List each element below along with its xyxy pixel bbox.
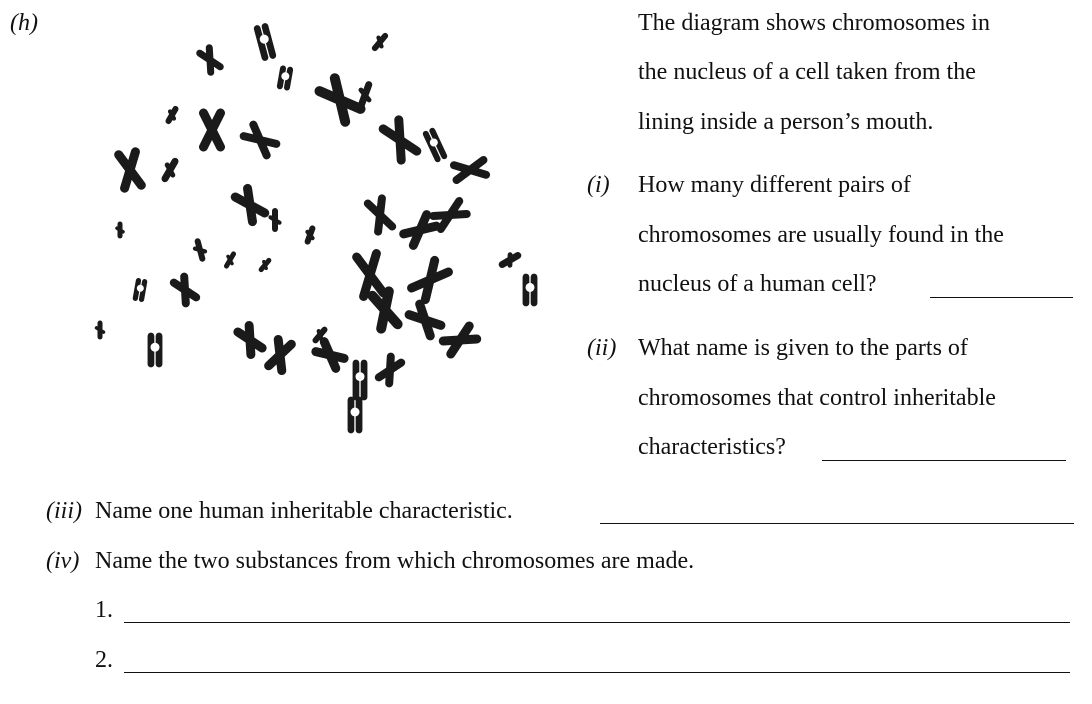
chromosome-mark	[223, 252, 236, 268]
chromosome-mark	[383, 120, 417, 160]
intro-line-3: lining inside a person’s mouth.	[638, 109, 934, 135]
chromosome-mark	[379, 357, 401, 384]
chromosome-mark	[119, 152, 142, 188]
part-label: (h)	[10, 10, 38, 36]
chromosome-mark	[443, 326, 476, 354]
subq-i-label: (i)	[587, 172, 610, 198]
chromosome-mark	[319, 78, 360, 121]
chromosome-mark	[165, 107, 178, 123]
chromosome-mark	[425, 131, 444, 160]
answer-line-iv-1[interactable]	[124, 622, 1070, 623]
answer-line-iii[interactable]	[600, 523, 1074, 524]
chromosome-mark	[409, 304, 441, 336]
subq-iii-label: (iii)	[46, 498, 82, 524]
chromosome-mark	[117, 224, 123, 236]
chromosome-mark	[235, 188, 264, 221]
chromosome-mark	[356, 363, 365, 397]
chromosome-mark	[97, 323, 104, 337]
chromosome-mark	[200, 48, 221, 73]
answer-label-2: 2.	[95, 647, 113, 673]
chromosome-mark	[204, 113, 221, 147]
chromosome-mark	[151, 336, 160, 364]
chromosome-mark	[351, 400, 360, 430]
subq-ii-line-2: chromosomes that control inheritable	[638, 385, 996, 411]
chromosome-mark	[372, 33, 388, 50]
chromosome-mark	[161, 159, 180, 181]
chromosome-mark	[174, 277, 196, 304]
chromosome-mark	[269, 339, 292, 370]
chromosome-mark	[500, 252, 520, 269]
chromosome-spread-image	[90, 20, 550, 440]
subq-ii-label: (ii)	[587, 335, 617, 361]
chromosome-mark	[368, 198, 392, 231]
chromosome-mark	[135, 281, 145, 300]
chromosome-mark	[372, 291, 397, 328]
chromosome-mark	[257, 26, 273, 57]
subq-i-line-2: chromosomes are usually found in the	[638, 222, 1004, 248]
subq-iii-line-1: Name one human inheritable characteristic.	[95, 498, 513, 524]
subq-ii-line-1: What name is given to the parts of	[638, 335, 968, 361]
subq-i-line-1: How many different pairs of	[638, 172, 911, 198]
chromosome-mark	[259, 258, 271, 271]
chromosome-mark	[304, 227, 315, 243]
subq-i-line-3: nucleus of a human cell?	[638, 271, 877, 297]
chromosome-mark	[526, 277, 535, 303]
chromosome-mark	[454, 160, 486, 180]
answer-line-ii[interactable]	[822, 460, 1066, 461]
subq-iv-label: (iv)	[46, 548, 80, 574]
chromosome-mark	[356, 83, 374, 107]
chromosome-mark	[357, 254, 384, 297]
answer-label-1: 1.	[95, 597, 113, 623]
answer-line-i[interactable]	[930, 297, 1073, 298]
chromosome-mark	[193, 240, 206, 260]
subq-iv-line-1: Name the two substances from which chromosomes are made.	[95, 548, 695, 574]
intro-line-2: the nucleus of a cell taken from the	[638, 59, 976, 85]
chromosome-mark	[244, 125, 277, 156]
chromosome-mark	[412, 260, 449, 299]
chromosome-mark	[238, 325, 262, 354]
answer-line-iv-2[interactable]	[124, 672, 1070, 673]
chromosome-mark	[279, 68, 290, 87]
intro-line-1: The diagram shows chromosomes in	[638, 10, 990, 36]
chromosome-mark	[271, 211, 280, 229]
subq-ii-line-3: characteristics?	[638, 434, 786, 460]
chromosome-mark	[316, 342, 344, 369]
